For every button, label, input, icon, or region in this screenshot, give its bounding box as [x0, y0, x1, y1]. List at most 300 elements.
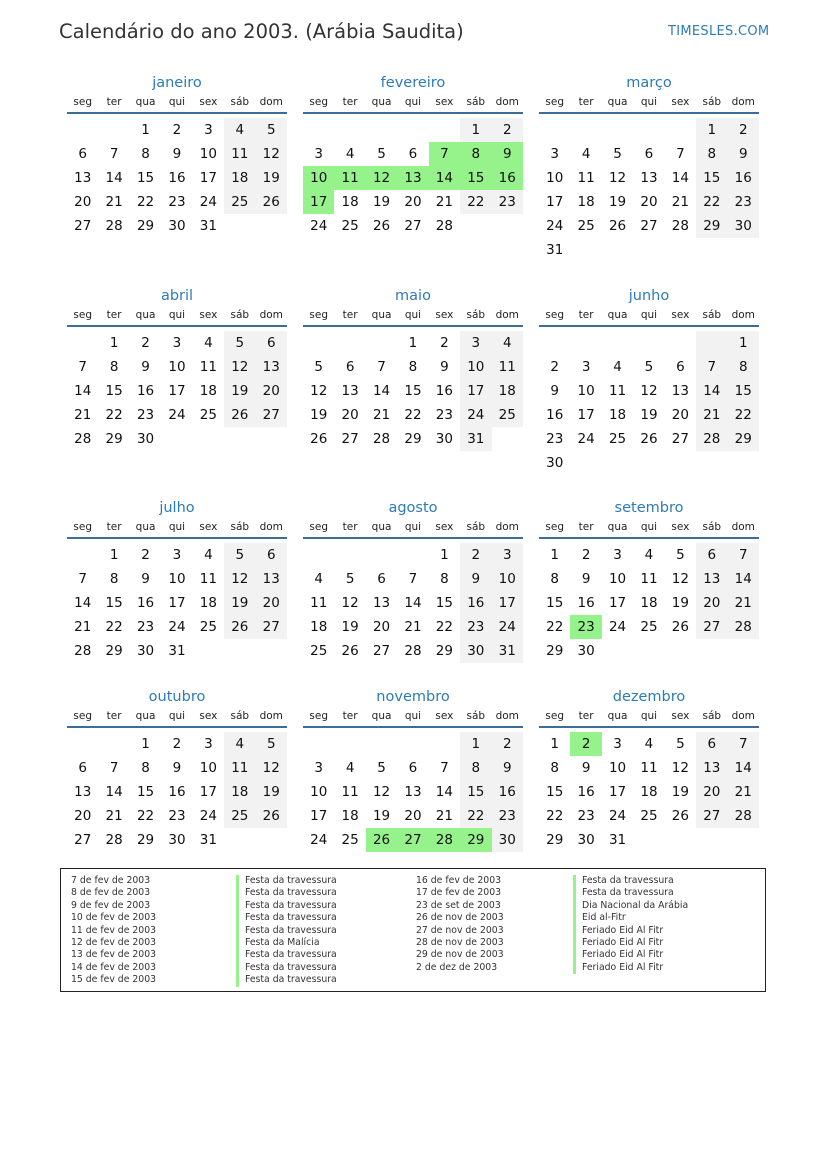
weekday-label: dom	[731, 521, 755, 533]
day-cell: 31	[492, 639, 523, 663]
day-cell: 2	[440, 335, 449, 351]
day-cell: 15	[105, 383, 123, 399]
day-cell: 2	[141, 335, 150, 351]
day-cell: 8	[460, 756, 491, 780]
legend-names-col-2	[573, 875, 688, 974]
day-cell: 26	[341, 643, 359, 659]
holiday-legend	[60, 868, 766, 992]
day-cell: 6	[256, 543, 287, 567]
day-cell: 5	[256, 732, 287, 756]
day-cell: 10	[546, 170, 564, 186]
month-name: abril	[160, 288, 194, 304]
day-cell: 21	[74, 619, 92, 635]
day-cell: 6	[408, 760, 418, 776]
weekday-label: sex	[671, 521, 690, 533]
month-junho	[539, 286, 759, 475]
day-cell: 19	[256, 166, 287, 190]
holiday-day-cell: 15	[460, 166, 491, 190]
day-cell: 30	[492, 828, 523, 852]
day-cell: 28	[696, 427, 727, 451]
holiday-day-cell: 27	[397, 828, 428, 852]
legend-holiday-name: Feriado Eid Al Fitr	[573, 937, 688, 949]
day-cell: 25	[577, 218, 595, 234]
day-cell: 12	[224, 355, 255, 379]
day-cell: 10	[310, 784, 328, 800]
day-cell: 28	[105, 218, 123, 234]
day-cell: 14	[404, 595, 422, 611]
day-cell: 11	[224, 142, 255, 166]
day-cell: 11	[640, 760, 658, 776]
day-cell: 30	[577, 832, 595, 848]
day-cell: 22	[105, 407, 123, 423]
day-cell: 25	[224, 190, 255, 214]
day-cell: 11	[224, 756, 255, 780]
day-cell: 21	[372, 407, 391, 423]
day-cell: 3	[204, 736, 213, 752]
day-cell: 26	[256, 190, 287, 214]
holiday-day-cell: 13	[397, 166, 428, 190]
day-cell: 19	[341, 619, 359, 635]
weekday-label: qua	[371, 309, 392, 321]
weekday-label: qui	[640, 309, 658, 321]
weekday-header	[67, 520, 287, 539]
empty-cell	[633, 331, 664, 355]
day-cell: 7	[78, 571, 87, 587]
day-cell: 6	[78, 760, 87, 776]
holiday-day-cell: 12	[366, 166, 397, 190]
empty-cell	[429, 118, 460, 142]
weekday-label: sex	[671, 710, 690, 722]
month-abril	[67, 286, 287, 451]
empty-cell	[397, 118, 428, 142]
day-cell: 17	[608, 595, 627, 611]
day-cell: 18	[341, 808, 359, 824]
day-cell: 5	[377, 146, 386, 162]
day-cell: 5	[377, 760, 386, 776]
day-cell: 5	[256, 118, 287, 142]
day-cell: 18	[224, 780, 255, 804]
day-cell: 20	[696, 591, 727, 615]
day-cell: 26	[372, 218, 391, 234]
empty-cell	[397, 732, 428, 756]
day-cell: 7	[696, 355, 727, 379]
day-cell: 20	[341, 407, 359, 423]
day-cell: 29	[546, 643, 564, 659]
day-cell: 22	[546, 619, 564, 635]
day-cell: 6	[345, 359, 355, 375]
day-cell: 23	[728, 190, 759, 214]
day-cell: 26	[671, 619, 689, 635]
day-cell: 9	[141, 359, 150, 375]
weekday-label: sex	[435, 96, 454, 108]
day-cell: 3	[314, 146, 323, 162]
day-cell: 14	[671, 170, 689, 186]
month-janeiro	[67, 73, 287, 238]
weekday-label: qua	[135, 710, 156, 722]
weekday-label: seg	[73, 521, 93, 533]
day-cell: 4	[345, 760, 355, 776]
day-cell: 30	[460, 639, 491, 663]
weekday-label: dom	[259, 96, 283, 108]
weekday-label: sex	[199, 96, 218, 108]
day-cell: 16	[728, 166, 759, 190]
day-cell: 25	[640, 808, 658, 824]
weekday-label: sex	[435, 309, 454, 321]
day-cell: 25	[341, 832, 359, 848]
weekday-label: dom	[495, 309, 519, 321]
day-cell: 26	[256, 804, 287, 828]
day-cell: 23	[460, 615, 491, 639]
legend-names-col-1	[236, 875, 337, 987]
day-cell: 3	[581, 359, 591, 375]
day-grid	[539, 331, 759, 475]
day-cell: 16	[460, 591, 491, 615]
weekday-label: ter	[578, 309, 594, 321]
day-grid	[303, 118, 523, 238]
day-cell: 1	[728, 331, 759, 355]
weekday-label: qui	[404, 710, 422, 722]
day-cell: 22	[728, 403, 759, 427]
day-cell: 8	[728, 355, 759, 379]
day-cell: 18	[310, 619, 328, 635]
day-cell: 31	[199, 218, 217, 234]
day-cell: 4	[581, 146, 591, 162]
day-cell: 19	[224, 591, 255, 615]
day-cell: 17	[546, 194, 564, 210]
day-cell: 9	[728, 142, 759, 166]
day-cell: 12	[224, 567, 255, 591]
day-cell: 1	[109, 335, 119, 351]
day-cell: 24	[492, 615, 523, 639]
day-cell: 15	[136, 170, 155, 186]
month-name: novembro	[376, 689, 450, 705]
day-cell: 15	[546, 784, 564, 800]
day-cell: 8	[408, 359, 418, 375]
weekday-label: ter	[578, 521, 594, 533]
day-cell: 29	[546, 832, 564, 848]
day-cell: 28	[372, 431, 391, 447]
month-julho	[67, 498, 287, 663]
day-cell: 1	[141, 122, 150, 138]
weekday-header	[539, 308, 759, 327]
day-cell: 17	[310, 808, 328, 824]
day-cell: 1	[550, 547, 559, 563]
day-cell: 24	[199, 808, 217, 824]
empty-cell	[98, 732, 129, 756]
day-cell: 13	[341, 383, 359, 399]
day-cell: 12	[256, 142, 287, 166]
weekday-label: dom	[259, 309, 283, 321]
day-cell: 28	[404, 643, 422, 659]
weekday-label: dom	[495, 96, 519, 108]
legend-holiday-name: Feriado Eid Al Fitr	[573, 925, 688, 937]
day-cell: 16	[168, 784, 186, 800]
month-outubro	[67, 687, 287, 852]
weekday-label: qui	[404, 309, 422, 321]
weekday-header	[303, 95, 523, 114]
day-grid	[67, 543, 287, 663]
day-cell: 24	[168, 407, 186, 423]
day-cell: 29	[136, 218, 155, 234]
empty-cell	[665, 331, 696, 355]
legend-date: 16 de fev de 2003	[416, 875, 502, 886]
day-cell: 23	[168, 194, 186, 210]
empty-cell	[696, 331, 727, 355]
day-cell: 21	[671, 194, 689, 210]
weekday-label: qua	[607, 309, 628, 321]
legend-date: 12 de fev de 2003	[71, 937, 157, 949]
day-cell: 20	[372, 619, 391, 635]
legend-date: 8 de fev de 2003	[71, 887, 151, 899]
day-cell: 22	[696, 190, 727, 214]
day-cell: 13	[74, 784, 92, 800]
day-cell: 1	[550, 736, 559, 752]
weekday-label: sáb	[702, 710, 722, 722]
day-cell: 2	[550, 359, 559, 375]
day-cell: 5	[676, 736, 685, 752]
day-grid	[67, 118, 287, 238]
day-cell: 25	[224, 804, 255, 828]
day-cell: 1	[696, 118, 727, 142]
day-cell: 10	[168, 571, 186, 587]
site-link[interactable]: TIMESLES.COM	[668, 24, 770, 39]
weekday-label: dom	[259, 521, 283, 533]
day-cell: 19	[671, 784, 689, 800]
legend-holiday-name: Festa da travessura	[236, 900, 337, 912]
weekday-label: ter	[342, 710, 358, 722]
day-cell: 10	[608, 760, 627, 776]
day-cell: 5	[224, 543, 255, 567]
day-cell: 19	[372, 194, 391, 210]
day-cell: 9	[581, 760, 591, 776]
weekday-label: qua	[607, 710, 628, 722]
weekday-label: sáb	[702, 521, 722, 533]
weekday-label: sex	[671, 96, 690, 108]
empty-cell	[602, 118, 633, 142]
day-cell: 3	[613, 736, 622, 752]
weekday-header	[303, 308, 523, 327]
day-cell: 2	[581, 547, 591, 563]
legend-date: 26 de nov de 2003	[416, 912, 504, 924]
day-cell: 28	[671, 218, 689, 234]
weekday-label: seg	[309, 96, 329, 108]
day-cell: 18	[640, 595, 658, 611]
day-cell: 15	[728, 379, 759, 403]
day-cell: 1	[109, 547, 119, 563]
day-cell: 13	[256, 567, 287, 591]
weekday-label: qui	[640, 521, 658, 533]
month-name: maio	[395, 288, 431, 304]
legend-holiday-name: Festa da travessura	[236, 949, 337, 961]
month-name: julho	[159, 500, 195, 516]
day-cell: 29	[105, 643, 123, 659]
day-cell: 22	[460, 804, 491, 828]
weekday-label: dom	[731, 309, 755, 321]
legend-holiday-name: Festa da travessura	[236, 974, 337, 986]
empty-cell	[67, 543, 98, 567]
day-cell: 31	[546, 242, 564, 258]
empty-cell	[366, 543, 397, 567]
day-cell: 30	[136, 431, 155, 447]
weekday-label: seg	[309, 521, 329, 533]
day-cell: 27	[256, 615, 287, 639]
holiday-day-cell: 9	[492, 142, 523, 166]
day-cell: 30	[136, 643, 155, 659]
month-fevereiro	[303, 73, 523, 238]
day-cell: 8	[141, 760, 150, 776]
day-cell: 16	[168, 170, 186, 186]
empty-cell	[366, 118, 397, 142]
day-cell: 9	[581, 571, 591, 587]
day-cell: 4	[224, 118, 255, 142]
weekday-label: sex	[435, 521, 454, 533]
day-cell: 25	[608, 431, 627, 447]
day-grid	[303, 543, 523, 663]
legend-date: 7 de fev de 2003	[71, 875, 151, 886]
legend-date: 9 de fev de 2003	[71, 899, 151, 911]
day-cell: 28	[435, 218, 453, 234]
day-cell: 23	[546, 431, 564, 447]
day-cell: 30	[168, 218, 186, 234]
day-cell: 4	[644, 547, 654, 563]
empty-cell	[397, 543, 428, 567]
month-agosto	[303, 498, 523, 663]
empty-cell	[67, 118, 98, 142]
day-cell: 25	[199, 619, 217, 635]
day-cell: 1	[460, 732, 491, 756]
day-cell: 3	[492, 543, 523, 567]
day-cell: 26	[671, 808, 689, 824]
empty-cell	[303, 331, 334, 355]
day-cell: 20	[404, 194, 422, 210]
month-setembro	[539, 498, 759, 663]
day-cell: 19	[256, 780, 287, 804]
day-cell: 8	[440, 571, 449, 587]
day-cell: 30	[435, 431, 453, 447]
month-name: agosto	[388, 500, 438, 516]
month-name: junho	[628, 288, 670, 304]
day-cell: 10	[199, 146, 217, 162]
day-cell: 27	[74, 832, 92, 848]
day-cell: 6	[696, 732, 727, 756]
weekday-label: seg	[545, 710, 565, 722]
day-cell: 6	[676, 359, 685, 375]
day-cell: 13	[74, 170, 92, 186]
day-cell: 2	[141, 547, 150, 563]
day-cell: 27	[640, 218, 658, 234]
empty-cell	[334, 118, 365, 142]
day-cell: 13	[696, 567, 727, 591]
weekday-label: seg	[545, 96, 565, 108]
weekday-label: qui	[640, 96, 658, 108]
day-cell: 23	[492, 804, 523, 828]
day-cell: 4	[204, 547, 213, 563]
legend-date: 14 de fev de 2003	[71, 961, 157, 973]
day-cell: 7	[728, 543, 759, 567]
empty-cell	[303, 732, 334, 756]
empty-cell	[366, 331, 397, 355]
month-name: março	[626, 75, 672, 91]
day-cell: 5	[613, 146, 622, 162]
day-cell: 13	[372, 595, 391, 611]
day-cell: 9	[172, 760, 182, 776]
holiday-day-cell: 16	[492, 166, 523, 190]
month-novembro	[303, 687, 523, 852]
day-cell: 27	[671, 431, 689, 447]
day-cell: 4	[204, 335, 213, 351]
empty-cell	[366, 732, 397, 756]
empty-cell	[539, 331, 570, 355]
day-cell: 3	[172, 547, 182, 563]
weekday-label: sáb	[466, 710, 486, 722]
weekday-label: dom	[731, 96, 755, 108]
weekday-label: qui	[168, 96, 186, 108]
day-cell: 8	[109, 571, 119, 587]
day-cell: 14	[696, 379, 727, 403]
day-cell: 17	[168, 595, 186, 611]
day-cell: 24	[608, 808, 627, 824]
month-maio	[303, 286, 523, 451]
legend-date: 13 de fev de 2003	[71, 949, 157, 961]
day-cell: 14	[372, 383, 391, 399]
day-cell: 11	[608, 383, 627, 399]
day-cell: 28	[728, 615, 759, 639]
weekday-label: sáb	[702, 96, 722, 108]
weekday-label: ter	[106, 309, 122, 321]
month-name: setembro	[614, 500, 684, 516]
day-cell: 29	[435, 643, 453, 659]
day-cell: 17	[168, 383, 186, 399]
day-cell: 23	[492, 190, 523, 214]
day-cell: 17	[199, 170, 217, 186]
day-cell: 23	[168, 808, 186, 824]
weekday-label: sex	[199, 309, 218, 321]
day-cell: 14	[728, 567, 759, 591]
day-cell: 10	[608, 571, 627, 587]
holiday-day-cell: 14	[429, 166, 460, 190]
day-cell: 31	[199, 832, 217, 848]
day-cell: 30	[546, 455, 564, 471]
empty-cell	[98, 118, 129, 142]
weekday-label: qua	[607, 521, 628, 533]
legend-holiday-name: Feriado Eid Al Fitr	[573, 949, 688, 961]
day-cell: 29	[136, 832, 155, 848]
weekday-header	[67, 95, 287, 114]
holiday-day-cell: 10	[303, 166, 334, 190]
weekday-label: qua	[371, 96, 392, 108]
weekday-label: qua	[607, 96, 628, 108]
day-cell: 18	[608, 407, 627, 423]
day-cell: 24	[199, 194, 217, 210]
day-cell: 14	[435, 784, 453, 800]
day-cell: 19	[310, 407, 328, 423]
day-cell: 30	[168, 832, 186, 848]
day-cell: 11	[199, 359, 217, 375]
weekday-label: qui	[168, 521, 186, 533]
legend-date: 27 de nov de 2003	[416, 924, 504, 936]
weekday-label: ter	[106, 710, 122, 722]
day-cell: 31	[608, 832, 627, 848]
weekday-label: seg	[309, 710, 329, 722]
day-cell: 21	[435, 808, 453, 824]
day-cell: 26	[224, 615, 255, 639]
day-cell: 18	[577, 194, 595, 210]
weekday-label: ter	[578, 96, 594, 108]
empty-cell	[602, 331, 633, 355]
day-cell: 19	[640, 407, 658, 423]
day-cell: 15	[460, 780, 491, 804]
day-cell: 17	[460, 379, 491, 403]
